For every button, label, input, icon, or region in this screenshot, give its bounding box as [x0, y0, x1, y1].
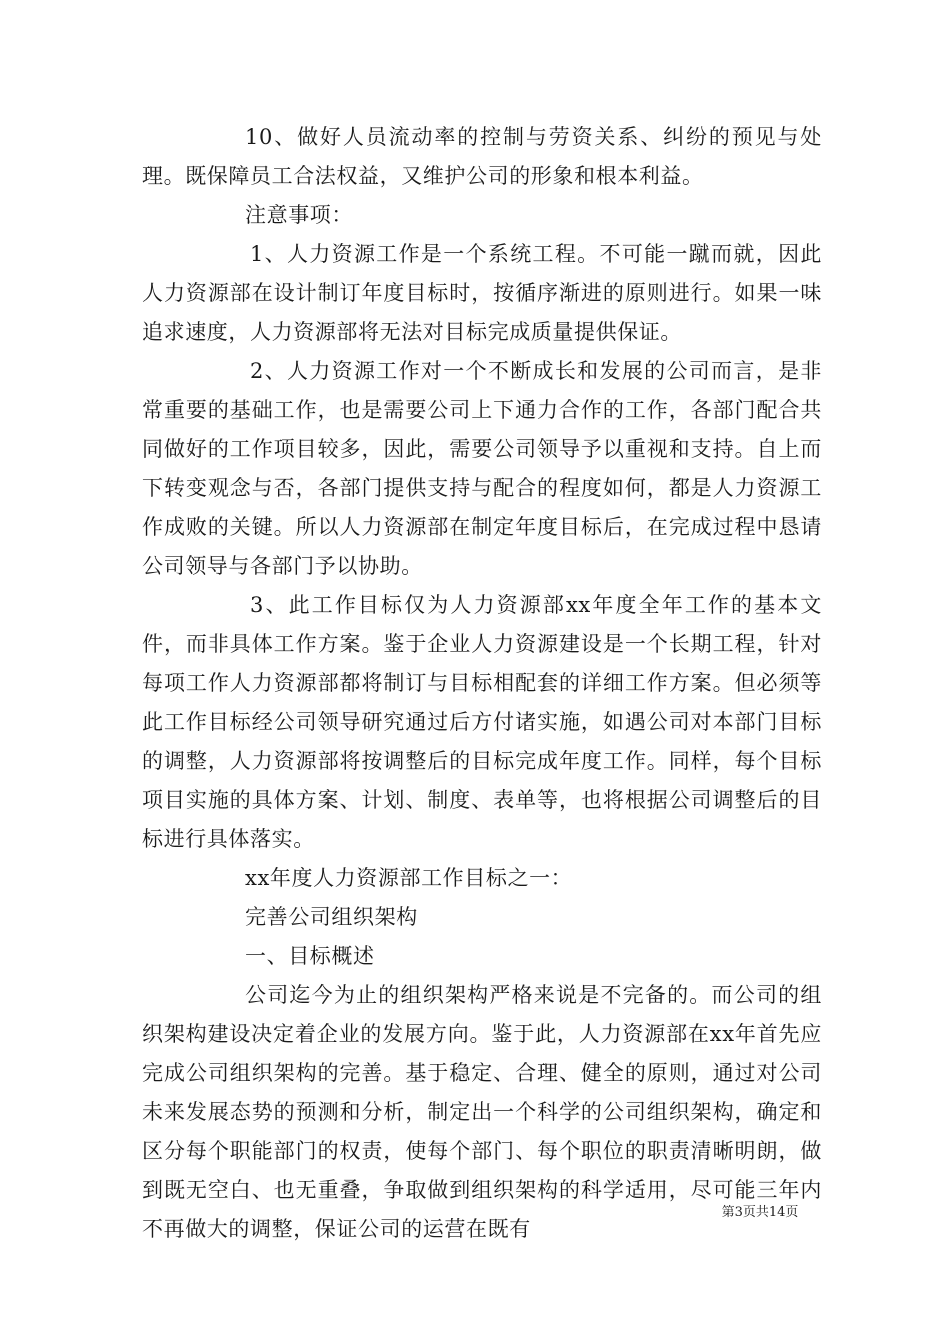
goal-title: 完善公司组织架构 [245, 905, 418, 929]
page-number-footer: 第3页共14页 [721, 1205, 799, 1220]
section-heading: 一、目标概述 [245, 944, 375, 968]
note-paragraph-1: 1、人力资源工作是一个系统工程。不可能一蹴而就，因此人力资源部在设计制订年度目标时，按循序渐进的原则进行。如果一味追求速度，人力资源部将无法对目标完成质量提供保证。 [142, 242, 822, 344]
note-paragraph-3: 3、此工作目标仅为人力资源部xx年度全年工作的基本文件，而非具体工作方案。鉴于企业人力资源建设是一个长期工程，针对每项工作人力资源部都将制订与目标相配套的详细工作方案。但必须等此工作目标经公司领导研究通过后方付诸实施，如遇公司对本部门目标的调整，人力资源部将按调整后的目标完成年度工作。同样，每个目标项目实施的具体方案、计划、制度、表单等，也将根据公司调整后的目标进行具体落实。 [142, 593, 822, 851]
paragraph-item-10: 10、做好人员流动率的控制与劳资关系、纠纷的预见与处理。既保障员工合法权益，又维护公司的形象和根本利益。 [142, 125, 822, 188]
goal-heading: xx年度人力资源部工作目标之一： [245, 866, 573, 890]
overview-paragraph: 公司迄今为止的组织架构严格来说是不完备的。而公司的组织架构建设决定着企业的发展方向。鉴于此，人力资源部在xx年首先应完成公司组织架构的完善。基于稳定、合理、健全的原则，通过对公司未来发展态势的预测和分析，制定出一个科学的公司组织架构，确定和区分每个职能部门的权责，使每个部门、每个职位的职责清晰明朗，做到既无空白、也无重叠，争取做到组织架构的科学适用，尽可能三年内不再做大的调整，保证公司的运营在既有 [142, 983, 822, 1241]
note-paragraph-2: 2、人力资源工作对一个不断成长和发展的公司而言，是非常重要的基础工作，也是需要公司上下通力合作的工作，各部门配合共同做好的工作项目较多，因此，需要公司领导予以重视和支持。自上而下转变观念与否，各部门提供支持与配合的程度如何，都是人力资源工作成败的关键。所以人力资源部在制定年度目标后，在完成过程中恳请公司领导与各部门予以协助。 [142, 359, 822, 578]
document-body [142, 118, 822, 1249]
notes-heading: 注意事项： [245, 203, 353, 227]
